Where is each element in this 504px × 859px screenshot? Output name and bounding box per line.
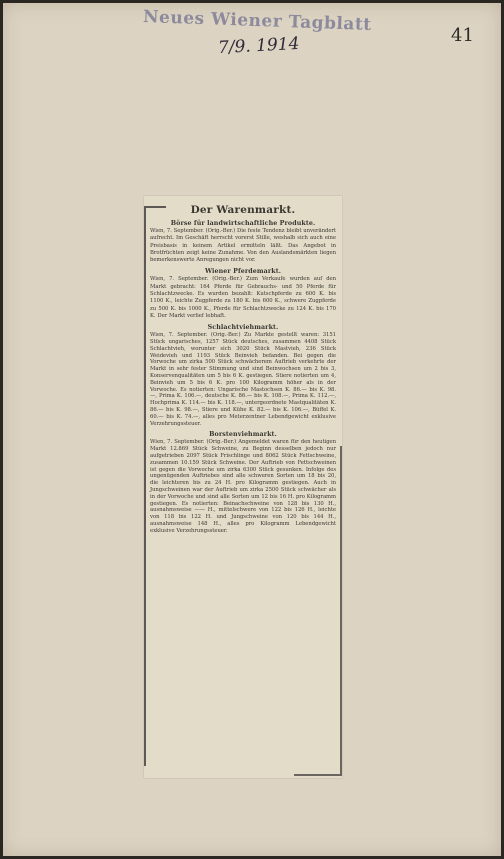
section-text: Wien, 7. September. (Orig.-Ber.) Angemeldet waren für den heutigen Markt 12.869 Stück Schweine, zu Beginn desselben jedoch nur aufgetrieben 2097 Stück Frischlinge und 8062 Stück Fettschweine, zusammen 10.159 Stück Schweine. Der Auftrieb von Fettschweinen ist gegen die Vorwoche um zirka 6300 Stück gesunken. Infolge des ungenügenden Auftriebes sind alle schweren Sorten um 18 bis 20, die leichteren bis zu 24 H. pro Kilogramm gestiegen. Auch in Jungschweinen war der Auftrieb um zirka 2500 Stück schwächer als in der Vorwoche und sind alle Sorten um 12 bis 16 H. pro Kilogramm gestiegen. Es notierten: Beinachschweine von 128 bis 130 H., ausnahmsweise —— H., mittelschwere von 122 bis 126 H., leichte von 118 bis 122 H. und Jungschweine von 120 bis 144 H., ausnahmsweise 148 H., alles pro Kilogramm Lebendgewicht exklusive Verzehrungssteuer.	[150, 439, 336, 534]
page-number: 41	[451, 25, 474, 46]
section-produce-exchange	[150, 220, 336, 264]
section-heading: Börse für landwirtschaftliche Produkte.	[170, 220, 316, 227]
section-horse-market	[150, 268, 336, 320]
newspaper-clipping	[144, 196, 342, 778]
clipping-title: Der Warenmarkt.	[190, 204, 296, 216]
section-text: Wien, 7. September. (Orig.-Ber.) Zum Verkaufe wurden auf den Markt gebracht: 164 Pferde für Gebrauchs- und 50 Pferde für Schlachtzwecke. Es wurden bezahlt: Kutschpferde zu 600 K. bis 1100 K., leichte Zugpferde zu 180 K. bis 600 K., schwere Zugpferde zu 500 K. bis 1000 K., Pferde für Schlachtzwecke zu 124 K. bis 170 K. Der Markt verlief lebhaft.	[150, 276, 336, 319]
clipping-border-bottom	[294, 774, 340, 776]
clipping-border-left	[144, 206, 146, 766]
newspaper-stamp: Neues Wiener Tagblatt	[142, 7, 372, 35]
clipping-border-right	[340, 446, 342, 776]
archive-sheet	[3, 3, 501, 856]
clipping-content	[150, 204, 336, 535]
section-cattle-market	[150, 324, 336, 427]
section-heading: Schlachtviehmarkt.	[207, 324, 279, 332]
section-text: Wien, 7. September. (Orig.-Ber.) Die feste Tendenz bleibt unverändert aufrecht. Im Geschäft herrscht vorerst Stille, weshalb sich auch eine Preisbasis in keinem Artikel ermitteln läßt. Das Angebot in Brotfrüchten zeigt keine Zunahme. Von den Auslandsmärkten liegen bemerkenswerte Anregungen nicht vor.	[150, 228, 336, 264]
section-text: Wien, 7. September. (Orig.-Ber.) Zu Markte gestellt waren: 3151 Stück ungarisches, 1257 Stück deutsches, zusammen 4408 Stück Schlachtvieh, worunter sich 3020 Stück Mastvieh, 236 Stück Weidevieh und 1193 Stück Beinvieh befanden. Bei gegen die Vorwoche um zirka 500 Stück schwächerem Auftrieb verkehrte der Markt in sehr fester Stimmung und sind Beinwochsen um 2 bis 3, Konservenqualitäten um 5 bis 6 K. gestiegen. Stiere notierten um 4, Beinvieh um 5 bis 6 K. pro 100 Kilogramm höher als in der Vorwoche. Es notierten: Ungarische Mastochsen K. 86.— bis K. 98.—, Prima K. 106.—, deutsche K. 86.— bis K. 108.—, Prima K. 112.—, Hochprima K. 114.— bis K. 118.—, untergeordnete Mastqualitäten K. 86.— bis K. 98.—, Stiere und Kühe K. 82.— bis K. 106.—, Büffel K. 60.— bis K. 74.—, alles pro Meterzentner Lebendgewicht exklusive Verzehrungssteuer.	[150, 332, 336, 427]
section-heading: Borstenviehmarkt.	[209, 431, 277, 439]
section-heading: Wiener Pferdemarkt.	[204, 268, 282, 276]
handwritten-date: 7/9. 1914	[217, 33, 300, 59]
section-pig-market	[150, 431, 336, 534]
